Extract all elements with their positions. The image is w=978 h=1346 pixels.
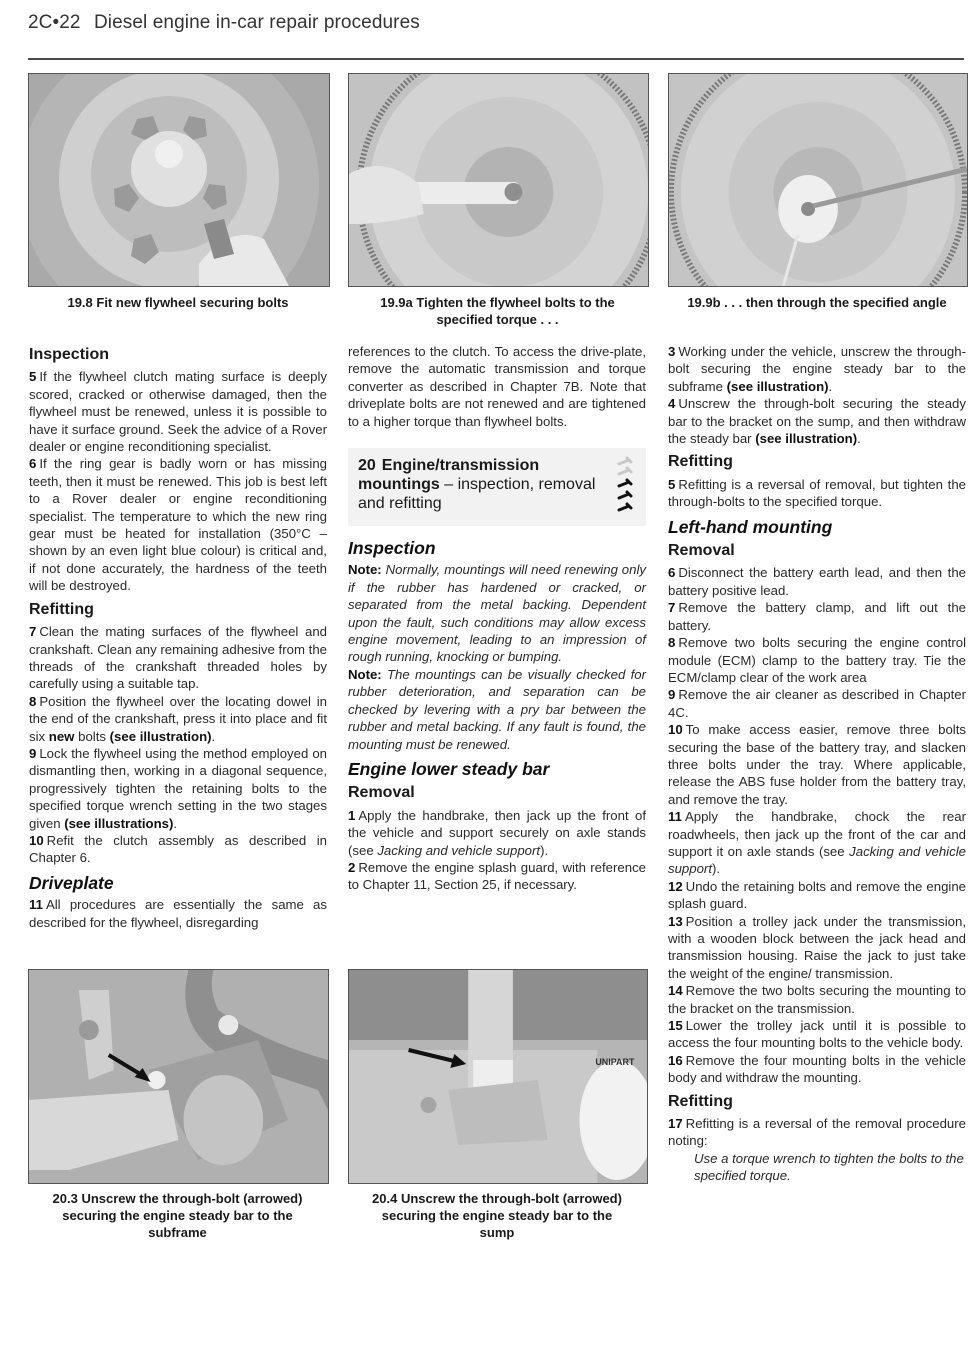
para-number: 17 <box>668 1116 683 1132</box>
para-text: Lower the trolley jack until it is possible to access the four mounting bolts to the vehicle body. <box>668 1018 966 1051</box>
caption-text: 19.9b . . . then through the specified angle <box>687 295 947 310</box>
note-label: Note: <box>348 666 382 682</box>
section-number: 20 <box>358 457 376 475</box>
heading-left-hand-mounting: Left-hand mounting <box>668 516 833 537</box>
para-text: bolts <box>78 728 106 744</box>
punct: . <box>211 728 216 744</box>
punct: . <box>173 815 178 831</box>
heading-driveplate: Driveplate <box>29 872 114 893</box>
paragraph-17 <box>668 1115 966 1150</box>
para-text: If the ring gear is badly worn or has missing teeth, then it must be renewed. This job is best left to a Rover dealer or engine reconditioning specialist. The temperature to which the new ring gear must be heated for installation (350°C – shown by an even light blue colour) is critical and, if not done accurately, the hardness of the teeth will be destroyed. <box>29 456 327 594</box>
heading-refitting-lh: Refitting <box>668 1092 733 1110</box>
illustration-ref: (see illustrations) <box>64 815 174 831</box>
caption-line: securing the engine steady bar to the <box>62 1208 293 1223</box>
paragraph-5 <box>29 368 327 455</box>
para-text: To make access easier, remove three bolts securing the base of the battery tray, and slacken three bolts under the tray. Where applicable, release the ABS fuse holder from the battery tray, and remove the tray. <box>668 722 966 807</box>
heading-removal: Removal <box>348 784 415 802</box>
para-number: 5 <box>668 476 676 492</box>
heading-engine-lower-steady-bar: Engine lower steady bar <box>348 758 550 779</box>
paragraph-4 <box>668 395 966 447</box>
page-folio: 2C•22 <box>28 12 81 33</box>
note-text: The mountings can be visually checked for rubber deterioration, and separation can be checked by levering with a pry bar between the rubber and metal backing. If any fault is found, the mounting must be renewed. <box>348 666 646 752</box>
para-number: 10 <box>29 832 44 848</box>
column-2 <box>348 343 646 894</box>
para-text: Refitting is a reversal of removal, but tighten the through-bolts to the specified torque. <box>668 476 966 510</box>
para-text: If the flywheel clutch mating surface is deeply scored, cracked or otherwise damaged, then the flywheel must be renewed, unless it is possible to have it surface ground. Seek the advice of a Rover dealer or engine reconditioning specialist. <box>29 369 327 455</box>
para-text: Position a trolley jack under the transmission, with a wooden block between the jack head and transmission housing. Raise the jack to just take the weight of the engine/ transmission. <box>668 913 966 981</box>
paragraph-6 <box>29 455 327 594</box>
chapter-title: Diesel engine in-car repair procedures <box>93 12 420 33</box>
cross-reference: Jacking and vehicle support <box>377 842 541 858</box>
header-rule <box>28 58 964 60</box>
para-number: 7 <box>29 624 37 640</box>
running-head <box>28 12 420 34</box>
para-text: Remove the engine splash guard, with reference to Chapter 11, Section 25, if necessary. <box>348 859 646 893</box>
paragraph-8 <box>29 693 327 745</box>
photo-19-8-flywheel-bolts <box>28 73 330 287</box>
paragraph-7 <box>668 599 966 634</box>
paragraph-9 <box>668 686 966 721</box>
caption-line: 19.9a Tighten the flywheel bolts to the <box>380 295 615 310</box>
caption-19-9a <box>348 294 647 328</box>
paragraph-1 <box>348 807 646 859</box>
paragraph-17-note: Use a torque wrench to tighten the bolts to the specified torque. <box>694 1150 964 1184</box>
heading-removal-lh: Removal <box>668 542 735 560</box>
section-title-bold: Engine/transmission mountings <box>358 457 540 494</box>
para-number: 1 <box>348 807 356 823</box>
para-number: 7 <box>668 600 676 616</box>
paragraph-16 <box>668 1052 966 1087</box>
paragraph-5 <box>668 476 966 511</box>
heading-refitting: Refitting <box>29 600 94 618</box>
section-20-header <box>348 448 646 526</box>
paragraph-7 <box>29 623 327 693</box>
para-number: 4 <box>668 396 676 412</box>
para-number: 15 <box>668 1018 683 1034</box>
caption-line: 20.3 Unscrew the through-bolt (arrowed) <box>52 1191 303 1206</box>
para-number: 8 <box>29 693 37 709</box>
paragraph-11-continued: references to the clutch. To access the drive-plate, remove the automatic transmission and torque converter as described in Chapter 7B. Note that driveplate bolts are not renewed and are tightened to a higher torque than flywheel bolts. <box>348 344 646 429</box>
para-number: 9 <box>29 745 37 761</box>
para-text: Remove the battery clamp, and lift out the battery. <box>668 600 966 633</box>
para-text: Clean the mating surfaces of the flywheel and crankshaft. Clean any remaining adhesive from the threads of the crankshaft threaded holes by carefully using a suitable tap. <box>29 624 327 692</box>
para-number: 16 <box>668 1052 683 1068</box>
para-number: 14 <box>668 983 683 999</box>
para-text: Unscrew the through-bolt securing the steady bar to the bracket on the sump, and then withdraw the steady bar <box>668 396 966 447</box>
para-number: 10 <box>668 722 683 738</box>
section-title <box>358 456 606 513</box>
paragraph-9 <box>29 745 327 832</box>
para-text: Remove two bolts securing the engine control module (ECM) clamp to the battery tray. Tie the ECM/clamp clear of the work area <box>668 635 966 685</box>
para-text: Refit the clutch assembly as described in Chapter 6. <box>29 832 327 866</box>
para-text: Apply the handbrake, chock the rear roadwheels, then jack up the front of the car and support it on axle stands (see <box>668 809 966 859</box>
caption-19-9b <box>663 294 971 311</box>
illustration-ref: (see illustration) <box>726 378 829 394</box>
para-number: 5 <box>29 369 37 385</box>
paragraph-10 <box>668 721 966 808</box>
paragraph-13 <box>668 913 966 983</box>
section-title-rest: – inspection, removal and refitting <box>358 476 596 513</box>
para-text: Undo the retaining bolts and remove the engine splash guard. <box>668 878 966 912</box>
column-3 <box>668 343 966 1185</box>
para-number: 9 <box>668 687 676 703</box>
caption-20-3 <box>28 1190 327 1241</box>
para-number: 13 <box>668 913 683 929</box>
heading-refitting-steady-bar: Refitting <box>668 453 733 471</box>
para-text: Position the flywheel over the locating dowel in the end of the crankshaft, press it into place and fit six <box>29 693 327 744</box>
paragraph-11 <box>668 808 966 878</box>
punct: ). <box>712 861 721 877</box>
note-1 <box>348 561 646 665</box>
para-text: Working under the vehicle, unscrew the through-bolt securing the engine steady bar to the subframe <box>668 344 966 394</box>
para-text: Refitting is a reversal of the removal procedure noting: <box>668 1116 966 1149</box>
para-number: 12 <box>668 878 683 894</box>
punct: ). <box>540 842 549 858</box>
note-text: Normally, mountings will need renewing only if the rubber has hardened or cracked, or separated from the metal backing. Dependent upon the fault, such conditions may allow excess engine movement, leading to an impression of rough running, knocking or bumping. <box>348 562 646 665</box>
para-number: 3 <box>668 344 676 359</box>
para-text: Remove the two bolts securing the mounting to the bracket on the transmission. <box>668 983 966 1016</box>
oil-filter-brand: UNIPART <box>595 1056 635 1068</box>
caption-text: 19.8 Fit new flywheel securing bolts <box>67 295 289 310</box>
punct: . <box>857 431 861 447</box>
para-text: Remove the air cleaner as described in Chapter 4C. <box>668 687 966 720</box>
para-number: 8 <box>668 635 676 651</box>
paragraph-2 <box>348 859 646 894</box>
paragraph-10 <box>29 832 327 867</box>
paragraph-6 <box>668 564 966 599</box>
photo-20-3-subframe-bolt <box>28 969 329 1184</box>
caption-line: 20.4 Unscrew the through-bolt (arrowed) <box>372 1191 622 1206</box>
caption-20-4 <box>348 1190 646 1241</box>
caption-19-8 <box>28 294 328 311</box>
cross-reference: Jacking and vehicle support <box>668 843 966 877</box>
paragraph-3 <box>668 343 966 395</box>
note-label: Note: <box>348 562 382 578</box>
para-number: 11 <box>29 897 43 913</box>
paragraph-15 <box>668 1017 966 1052</box>
punct: . <box>828 378 833 394</box>
para-text: All procedures are essentially the same as described for the flywheel, disregarding <box>29 897 327 930</box>
column-1 <box>29 340 327 931</box>
caption-line: securing the engine steady bar to the <box>381 1208 613 1223</box>
caption-line: sump <box>479 1225 515 1240</box>
para-number: 6 <box>668 565 676 581</box>
heading-inspection: Inspection <box>29 346 110 363</box>
paragraph-11 <box>29 896 327 931</box>
para-text: Disconnect the battery earth lead, and then the battery positive lead. <box>668 565 966 598</box>
paragraph-8 <box>668 634 966 686</box>
illustration-ref: (see illustration) <box>755 431 858 447</box>
caption-line: subframe <box>148 1225 207 1240</box>
para-number: 2 <box>348 859 356 875</box>
para-number: 6 <box>29 456 37 472</box>
para-text: Lock the flywheel using the method employed on dismantling then, working in a diagonal sequence, progressively tighten the retaining bolts to the specified torque wrench setting in the two stages given <box>29 745 327 831</box>
caption-line: specified torque . . . <box>436 312 559 327</box>
note-2 <box>348 666 646 753</box>
para-text: Remove the four mounting bolts in the vehicle body and withdraw the mounting. <box>668 1052 966 1086</box>
para-number: 11 <box>668 809 682 825</box>
paragraph-14 <box>668 982 966 1017</box>
emphasis-new: new <box>48 728 75 744</box>
para-text: Apply the handbrake, then jack up the front of the vehicle and support securely on axle stands (see <box>348 807 646 858</box>
photo-20-4-sump-bolt <box>348 969 648 1184</box>
paragraph-12 <box>668 878 966 913</box>
photo-19-9b-angle-gauge <box>668 73 968 287</box>
photo-19-9a-torque-wrench <box>348 73 649 287</box>
illustration-ref: (see illustration) <box>109 728 212 744</box>
heading-inspection-20: Inspection <box>348 538 436 559</box>
spanner-difficulty-icon <box>614 456 634 518</box>
